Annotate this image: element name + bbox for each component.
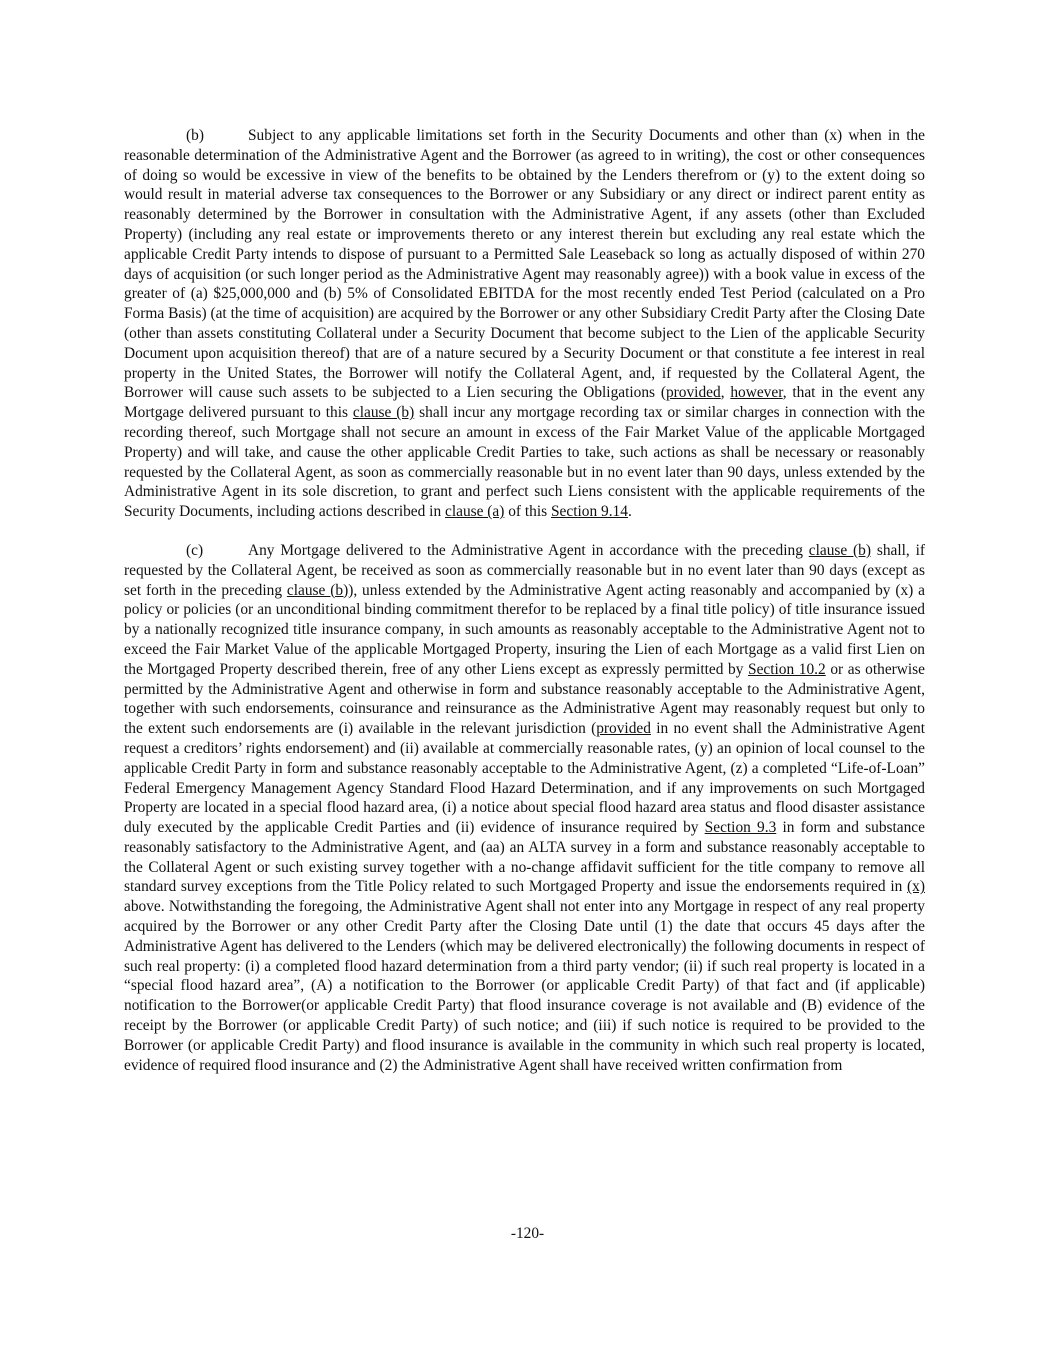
paragraph-b [124, 126, 925, 522]
text-run: shall incur any mortgage recording tax or similar charges in connection with the recording thereof, such Mortgage shall not secure an amount in excess of the Fair Market Value of the applicable Mortgaged Property) and will take, and cause the other applicable Credit Parties to take, such actions as shall be necessary or reasonably requested by the Collateral Agent, as soon as commercially reasonable but in no event later than 90 days, unless extended by the Administrative Agent in its sole discretion, to grant and perfect such Liens consistent with the applicable requirements of the Security Documents, including actions described in [124, 404, 925, 521]
clause-reference: clause (b) [808, 541, 871, 559]
defined-term: provided [665, 384, 721, 402]
clause-reference: clause (b) [286, 581, 349, 599]
clause-reference: clause (a) [445, 503, 505, 521]
text-run: ), unless extended by the Administrative Agent acting reasonably and accompanied by (x) a policy or policies (or an unconditional binding commitment therefor to be replaced by a final title policy) of title insurance issued by a nationally recognized title insurance company, in such amounts as reasonably acceptable to the Administrative Agent not to exceed the Fair Market Value of the applicable Mortgaged Property, insuring the Lien of each Mortgage as a valid first Lien on the Mortgaged Property described therein, free of any other Liens except as expressly permitted by [124, 581, 926, 678]
defined-term: however [730, 384, 783, 402]
text-run: in form and substance reasonably satisfactory to the Administrative Agent, and (aa) an ALTA survey in a form and substance reasonably acceptable to the Collateral Agent or such existing survey together with a no-change affidavit sufficient for the title company to remove all standard survey exceptions from the Title Policy related to such Mortgaged Property and issue the endorsements required in [124, 819, 925, 896]
text-run: of this [504, 503, 551, 521]
text-run: , [720, 384, 731, 402]
document-page [124, 126, 925, 1075]
paragraph-c [124, 541, 925, 1076]
text-run: Any Mortgage delivered to the Administrative Agent in accordance with the preceding [248, 541, 809, 559]
defined-term: provided [596, 720, 651, 738]
paragraph-b-label: (b) [186, 127, 204, 144]
text-run: shall, if requested by the Collateral Agent, be received as soon as commercially reasonable but in no event later than 90 days (except as set forth in the preceding [124, 541, 926, 599]
text-run: above. Notwithstanding the foregoing, the Administrative Agent shall not enter into any Mortgage in respect of any real property acquired by the Borrower or any other Credit Party after the Closing Date until (1) the date that occurs 45 days after the Administrative Agent has delivered to the Lenders (which may be delivered electronically) the following documents in respect of such real property: (i) a completed flood hazard determination from a third party vendor; (ii) if such real property is located in a “special flood hazard area”, (A) a notification to the Borrower (or applicable Credit Party) of that fact and (if applicable) notification to the Borrower(or applicable Credit Party) that flood insurance coverage is not available and (B) evidence of the receipt by the Borrower (or applicable Credit Party) of such notice; and (iii) if such notice is required to be provided to the Borrower (or applicable Credit Party) and flood insurance is available in the community in which such real property is located, evidence of required flood insurance and (2) the Administrative Agent shall have received written confirmation from [124, 898, 925, 1074]
text-run: in no event shall the Administrative Agent request a creditors’ rights endorsement) and (ii) available at commercially reasonable rates, (y) an opinion of local counsel to the applicable Credit Party in form and substance reasonably acceptable to the Administrative Agent, (z) a completed “Life-of-Loan” Federal Emergency Management Agency Standard Flood Hazard Determination, and if any improvements on such Mortgaged Property are located in a special flood hazard area, (i) a notice about special flood hazard area status and flood disaster assistance duly executed by the applicable Credit Parties and (ii) evidence of insurance required by [124, 720, 925, 837]
text-run: . [627, 503, 632, 521]
text-run: Subject to any applicable limitations set forth in the Security Documents and other than (x) when in the reasonable determination of the Administrative Agent and the Borrower (as agreed to in writing), the cost or other consequences of doing so would be excessive in view of the benefits to be obtained by the Lenders therefrom or (y) to the extent doing so would result in material adverse tax consequences to the Borrower or any Subsidiary or any direct or indirect parent entity as reasonably determined by the Borrower in consultation with the Administrative Agent, if any assets (other than Excluded Property) (including any real estate or improvements thereto or any interest therein but excluding any real estate which the applicable Credit Party intends to dispose of pursuant to a Permitted Sale Leaseback so long as actually disposed of within 270 days of acquisition (or such longer period as the Administrative Agent may reasonably agree)) with a book value in excess of the greater of (a) $25,000,000 and (b) 5% of Consolidated EBITDA for the most recently ended Test Period (calculated on a Pro Forma Basis) (at the time of acquisition) are acquired by the Borrower or any other Subsidiary Credit Party after the Closing Date (other than assets constituting Collateral under a Security Document that become subject to the Lien of the applicable Security Document upon acquisition thereof) that are of a nature secured by a Security Document or that constitute a fee interest in real property in the United States, the Borrower will notify the Collateral Agent, and, if requested by the Collateral Agent, the Borrower will cause such assets to be subjected to a Lien securing the Obligations ( [124, 127, 925, 402]
section-reference: Section 9.14 [551, 503, 628, 521]
clause-reference: (x) [907, 878, 925, 896]
text-run: , that in the event any Mortgage delivered pursuant to this [124, 384, 925, 422]
paragraph-c-label: (c) [186, 541, 204, 559]
section-reference: Section 9.3 [704, 819, 777, 837]
section-reference: Section 10.2 [748, 660, 826, 678]
clause-reference: clause (b) [352, 404, 415, 422]
text-run: or as otherwise permitted by the Administrative Agent and otherwise in form and substance reasonably acceptable to the Administrative Agent, together with such endorsements, coinsurance and reinsurance as the Administrative Agent may reasonably request but only to the extent such endorsements are (i) available in the relevant jurisdiction ( [124, 660, 925, 738]
page-number: -120- [510, 1225, 545, 1242]
